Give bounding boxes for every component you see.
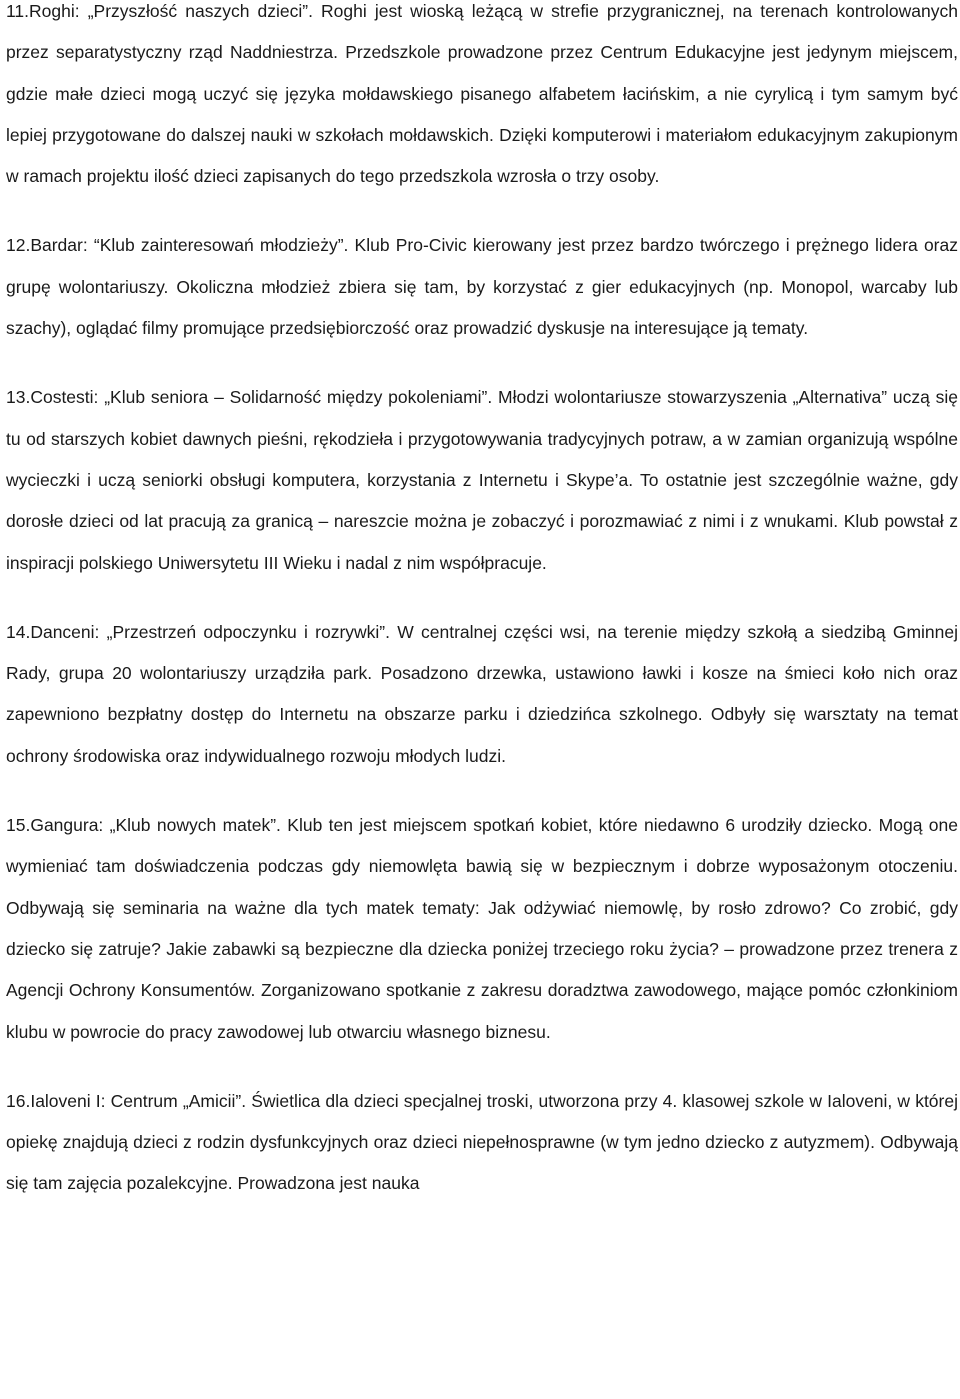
paragraph-gap [6, 349, 958, 377]
paragraph-gangura: 15.Gangura: „Klub nowych matek”. Klub ten jest miejscem spotkań kobiet, które niedawno 6 urodziły dziecko. Mogą one wymieniać tam doświadczenia podczas gdy niemowlęta bawią się w bezpiecznym i dobrze wyposażonym otoczeniu. Odbywają się seminaria na ważne dla tych matek tematy: Jak odżywiać niemowlę, by rosło zdrowo? Co zrobić, gdy dziecko się zatruje? Jakie zabawki są bezpieczne dla dziecka poniżej trzeciego roku życia? – prowadzone przez trenera z Agencji Ochrony Konsumentów. Zorganizowano spotkanie z zakresu doradztwa zawodowego, mające pomóc członkiniom klubu w powrocie do pracy zawodowej lub otwarciu własnego biznesu. [6, 815, 958, 1042]
paragraph-gap [6, 1053, 958, 1081]
paragraph-gap [6, 777, 958, 805]
document-page [6, 0, 958, 1205]
paragraph-gap [6, 197, 958, 225]
paragraph-gap [6, 584, 958, 612]
paragraph-danceni: 14.Danceni: „Przestrzeń odpoczynku i rozrywki”. W centralnej części wsi, na terenie między szkołą a siedzibą Gminnej Rady, grupa 20 wolontariuszy urządziła park. Posadzono drzewka, ustawiono ławki i kosze na śmieci koło nich oraz zapewniono bezpłatny dostęp do Internetu na obszarze parku i dziedzińca szkolnego. Odbyły się warsztaty na temat ochrony środowiska oraz indywidualnego rozwoju młodych ludzi. [6, 621, 958, 766]
paragraph-roghi: 11.Roghi: „Przyszłość naszych dzieci”. Roghi jest wioską leżącą w strefie przygranicznej, na terenach kontrolowanych przez separatystyczny rząd Naddniestrza. Przedszkole prowadzone przez Centrum Edukacyjne jest jedynym miejscem, gdzie małe dzieci mogą uczyć się języka mołdawskiego pisanego alfabetem łacińskim, a nie cyrylicą i tym samym być lepiej przygotowane do dalszej nauki w szkołach mołdawskich. Dzięki komputerowi i materiałom edukacyjnym zakupionym w ramach projektu ilość dzieci zapisanych do tego przedszkola wzrosła o trzy osoby. [6, 1, 958, 187]
paragraph-costesti: 13.Costesti: „Klub seniora – Solidarność między pokoleniami”. Młodzi wolontariusze stowarzyszenia „Alternativa” uczą się tu od starszych kobiet dawnych pieśni, rękodzieła i przygotowywania tradycyjnych potraw, a w zamian organizują wspólne wycieczki i uczą seniorki obsługi komputera, korzystania z Internetu i Skype’a. To ostatnie jest szczególnie ważne, gdy dorosłe dzieci od lat pracują za granicą – nareszcie można je zobaczyć i porozmawiać z nimi i z wnukami. Klub powstał z inspiracji polskiego Uniwersytetu III Wieku i nadal z nim współpracuje. [6, 387, 958, 573]
paragraph-ialoveni: 16.Ialoveni I: Centrum „Amicii”. Świetlica dla dzieci specjalnej troski, utworzona przy 4. klasowej szkole w Ialoveni, w której opiekę znajdują dzieci z rodzin dysfunkcyjnych oraz dzieci niepełnosprawne (w tym jedno dziecko z autyzmem). Odbywają się tam zajęcia pozalekcyjne. Prowadzona jest nauka [6, 1090, 958, 1194]
paragraph-bardar: 12.Bardar: “Klub zainteresowań młodzieży”. Klub Pro-Civic kierowany jest przez bardzo twórczego i prężnego lidera oraz grupę wolontariuszy. Okoliczna młodzież zbiera się tam, by korzystać z gier edukacyjnych (np. Monopol, warcaby lub szachy), oglądać filmy promujące przedsiębiorczość oraz prowadzić dyskusje na interesujące ją tematy. [6, 235, 958, 339]
